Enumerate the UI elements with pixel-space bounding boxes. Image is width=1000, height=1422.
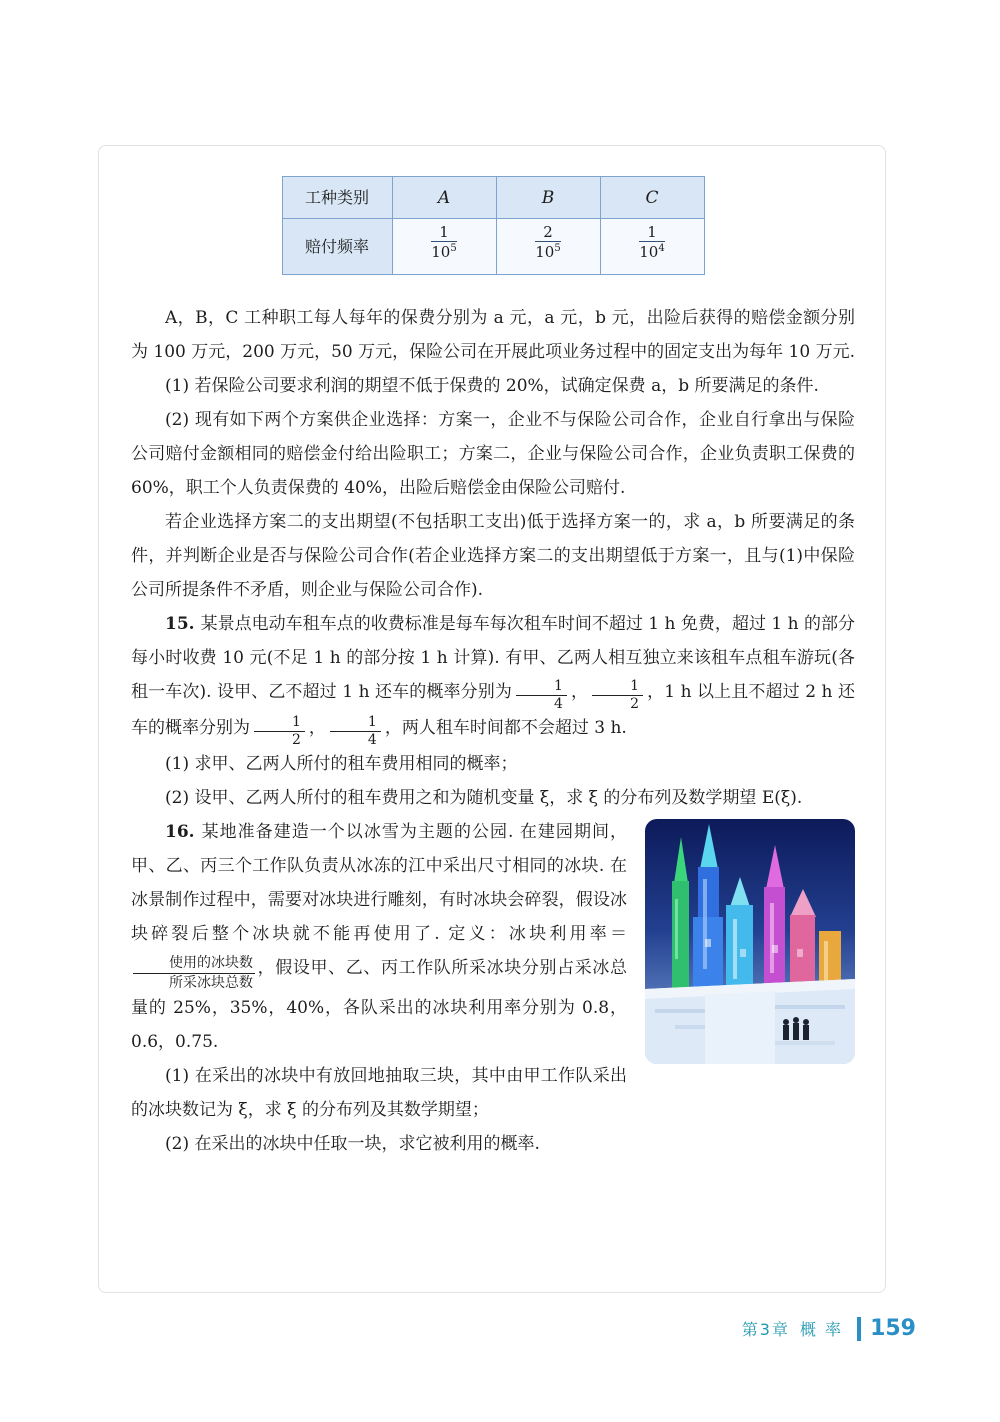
page-content: [99, 146, 885, 1161]
fraction-1-2: $\frac{1}{2}$: [592, 679, 643, 711]
problem-15-sub1: (1) 求甲、乙两人所付的租车费用相同的概率；: [165, 754, 518, 775]
problem-15-number: 15.: [165, 614, 195, 634]
item-2: (2) 现有如下两个方案供企业选择：方案一，企业不与保险公司合作，企业自行拿出与保险公司赔付金额相同的赔偿金付给出险职工；方案二，企业与保险公司合作，企业负责职工保费的 60%，职工个人负责保费的 40%，出险后赔偿金由保险公司赔付.: [131, 410, 855, 498]
table-label-job-type: 工种类别: [282, 177, 392, 219]
problem-15-paragraph: 15. 某景点电动车租车点的收费标准是每车每次租车时间不超过 1 h 免费，超过 1 h 的部分每小时收费 10 元(不足 1 h 的部分按 1 h 计算). 有甲、乙两人相互独立来该租车点租车游玩(各租一车次). 设甲、乙不超过 1 h 还车的概率分别为 $\frac{1}{4}$ ， $\frac{1}{2}$ ，1 h 以上且不超过 2 h 还车的概率分别为 $\frac{1}{2}$ ， $\frac{1}{4}$ ，两人租车时间都不会超过 3 h.: [131, 614, 856, 748]
table-header-row: [282, 177, 704, 219]
table-value-b: [496, 219, 600, 275]
footer-divider: [857, 1317, 861, 1341]
fraction-a: $\frac{1}{10^5}$: [431, 222, 457, 262]
page-frame: [98, 145, 886, 1293]
problem-16-number: 16.: [165, 822, 195, 843]
problem-15-text: 某景点电动车租车点的收费标准是每车每次租车时间不超过 1 h 免费，超过 1 h 的部分每小时收费 10 元(不足 1 h 的部分按 1 h 计算). 有甲、乙两人相互独立来该租车点租车游玩(各租一车次). 设甲、乙不超过 1 h 还车的概率分别为: [131, 614, 855, 702]
ice-castle-illustration: [645, 819, 855, 1064]
table-col-a: A: [392, 177, 496, 219]
table-value-c: [600, 219, 704, 275]
problem-16-sub2: (2) 在采出的冰块中任取一块，求它被利用的概率.: [165, 1134, 540, 1155]
chapter-title: 概 率: [799, 1320, 844, 1339]
table-value-a: [392, 219, 496, 275]
compensation-table: [282, 176, 705, 275]
item-2-followup: 若企业选择方案二的支出期望(不包括职工支出)低于选择方案一的，求 a，b 所要满足的条件，并判断企业是否与保险公司合作(若企业选择方案二的支出期望低于方案一，且与(1)中保险公司所提条件不矛盾，则企业与保险公司合作).: [131, 512, 855, 600]
table-label-frequency: 赔付频率: [282, 219, 392, 275]
page-footer: [742, 1316, 916, 1341]
fraction-1-4b: $\frac{1}{4}$: [330, 715, 381, 747]
problem-16-paragraph: 16. 某地准备建造一个以冰雪为主题的公园. 在建园期间，甲、乙、丙三个工作队负责从冰冻的江中采出尺寸相同的冰块. 在冰景制作过程中，需要对冰块进行雕刻，有时冰块会碎裂，假设冰块碎裂后整个冰块就不能再使用了. 定义：冰块利用率＝ 使用的冰块数 所采冰块总数 ，假设甲、乙、丙工作队所采冰块分别占采冰总量的 25%，35%，40%，各队采出的冰块利用率分别为 0.8，0.6，0.75.: [131, 822, 627, 1053]
table-col-b: B: [496, 177, 600, 219]
problem-16-sub1: (1) 在采出的冰块中有放回地抽取三块，其中由甲工作队采出的冰块数记为 ξ，求 ξ 的分布列及其数学期望；: [131, 1066, 627, 1121]
problem-15-sub2: (2) 设甲、乙两人所付的租车费用之和为随机变量 ξ，求 ξ 的分布列及数学期望 E(ξ).: [165, 788, 803, 809]
ice-castle-photo: [645, 819, 855, 1064]
problem-16-text: 某地准备建造一个以冰雪为主题的公园. 在建园期间，甲、乙、丙三个工作队负责从冰冻的江中采出尺寸相同的冰块. 在冰景制作过程中，需要对冰块进行雕刻，有时冰块会碎裂，假设冰块碎裂后整个冰块就不能再使用了. 定义：冰块利用率＝: [131, 822, 627, 945]
table-value-row: [282, 219, 704, 275]
page-number: 159: [870, 1316, 916, 1341]
item-1: (1) 若保险公司要求利润的期望不低于保费的 20%，试确定保费 a，b 所要满足的条件.: [165, 376, 819, 396]
fraction-1-2b: $\frac{1}{2}$: [254, 715, 305, 747]
utilization-fraction: 使用的冰块数 所采冰块总数: [133, 955, 255, 992]
fraction-1-4: $\frac{1}{4}$: [516, 679, 567, 711]
intro-paragraph: A，B，C 工种职工每人每年的保费分别为 a 元，a 元，b 元，出险后获得的赔偿金额分别为 100 万元，200 万元，50 万元，保险公司在开展此项业务过程中的固定支出为每年 10 万元.: [131, 308, 855, 362]
chapter-label: 第3章: [741, 1320, 790, 1339]
table-col-c: C: [600, 177, 704, 219]
fraction-c: $\frac{1}{10^4}$: [639, 222, 665, 262]
problem-16: [131, 815, 855, 1161]
fraction-b: $\frac{2}{10^5}$: [535, 222, 561, 262]
